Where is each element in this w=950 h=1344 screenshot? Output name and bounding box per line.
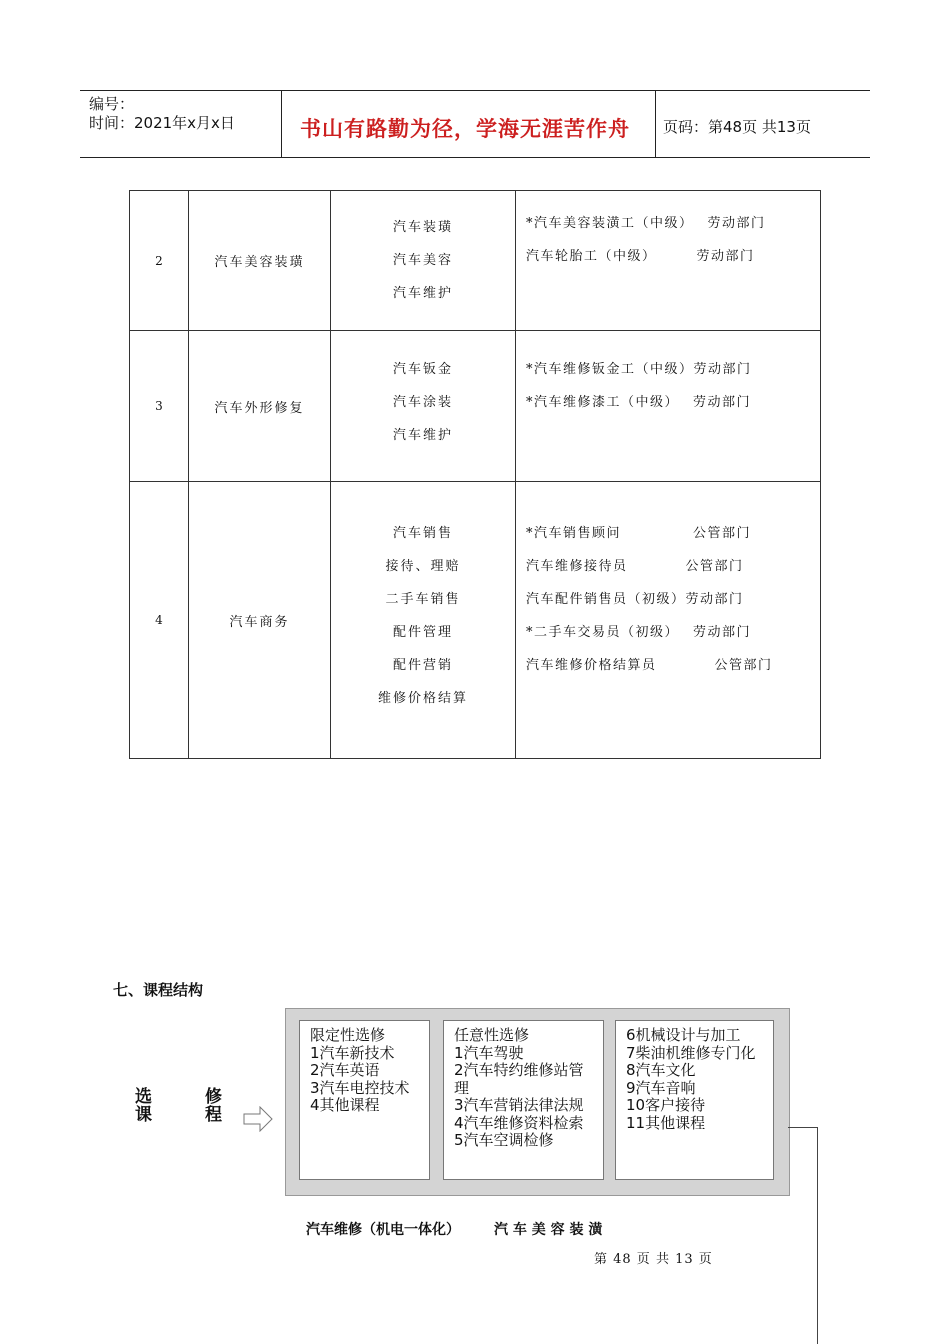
module-item: 汽车维护 [392, 428, 453, 443]
certificate-item: 汽车轮胎工（中级） 劳动部门 [526, 249, 755, 264]
module-item: 汽车美容 [392, 253, 453, 268]
course-item: 4其他课程 [310, 1096, 380, 1114]
header-divider-right [655, 90, 656, 158]
arrow-right-icon [243, 1106, 273, 1132]
certificate-item: 汽车配件销售员（初级） 劳动部门 [526, 592, 744, 607]
specialization-table [129, 190, 821, 759]
section-heading: 七、课程结构 [113, 981, 204, 999]
course-item: 6机械设计与加工 [626, 1026, 741, 1044]
label-ke: 课 [135, 1105, 152, 1125]
connector-horizontal [788, 1127, 818, 1128]
restricted-electives-box [299, 1020, 430, 1180]
certificate-item: 汽车维修价格结算员 公管部门 [526, 658, 773, 673]
module-item: 配件管理 [392, 625, 453, 640]
row-number: 4 [130, 482, 189, 759]
connector-vertical [817, 1127, 818, 1344]
row-direction-name: 汽车商务 [189, 482, 331, 759]
course-item: 1汽车新技术 [310, 1043, 395, 1062]
module-item: 汽车装璜 [392, 220, 453, 235]
table-row [130, 191, 821, 331]
row-modules [331, 482, 516, 759]
row-direction-name: 汽车外形修复 [189, 331, 331, 482]
module-item: 汽车维护 [392, 286, 453, 301]
module-item: 汽车涂装 [392, 395, 453, 410]
row-modules [331, 331, 516, 482]
row-certificates [516, 331, 821, 482]
row-number: 2 [130, 191, 189, 331]
module-item: 接待、理赔 [385, 559, 461, 574]
box-heading: 任意性选修 [454, 1026, 530, 1044]
course-item: 9汽车音响 [626, 1078, 696, 1097]
module-item: 汽车销售 [392, 526, 453, 541]
table-row [130, 482, 821, 759]
course-item: 2汽车英语 [310, 1061, 380, 1079]
document-number-label: 编号： [89, 95, 135, 113]
label-xiu: 修 [205, 1087, 222, 1107]
header-top-rule [80, 90, 870, 91]
box-heading: 限定性选修 [310, 1026, 386, 1044]
elective-courses-panel [285, 1008, 790, 1196]
table-row [130, 331, 821, 482]
course-item: 10客户接待 [626, 1096, 706, 1114]
course-item: 5汽车空调检修 [454, 1131, 554, 1149]
label-xuan: 选 [135, 1087, 152, 1107]
header-bottom-rule [80, 157, 870, 158]
course-item: 2汽车特约维修站管理 [454, 1061, 584, 1097]
course-item: 3汽车电控技术 [310, 1078, 410, 1097]
module-item: 汽车钣金 [392, 362, 453, 377]
track-label-mechatronics: 汽车维修（机电一体化） [306, 1222, 460, 1238]
module-item: 维修价格结算 [377, 691, 468, 706]
certificate-item: *汽车销售顾问 公管部门 [526, 526, 752, 541]
label-cheng: 程 [205, 1105, 222, 1125]
track-label-beauty: 汽 车 美 容 装 潢 [494, 1222, 603, 1238]
certificate-item: *汽车美容装潢工（中级） 劳动部门 [526, 216, 766, 231]
module-item: 二手车销售 [385, 592, 461, 607]
free-electives-continued-box [615, 1020, 774, 1180]
module-item: 配件营销 [392, 658, 453, 673]
certificate-item: *二手车交易员（初级） 劳动部门 [526, 625, 752, 640]
header-page-label: 页码：第48页 共13页 [663, 118, 811, 136]
row-direction-name: 汽车美容装璜 [189, 191, 331, 331]
course-item: 4汽车维修资料检索 [454, 1113, 584, 1132]
course-item: 1汽车驾驶 [454, 1043, 524, 1062]
certificate-item: *汽车维修漆工（中级） 劳动部门 [526, 395, 752, 410]
course-item: 11其他课程 [626, 1113, 706, 1132]
row-number: 3 [130, 331, 189, 482]
document-time-label: 时间：2021年x月x日 [89, 114, 235, 132]
certificate-item: *汽车维修钣金工（中级） 劳动部门 [526, 362, 752, 377]
free-electives-box [443, 1020, 604, 1180]
header-motto: 书山有路勤为径，学海无涯苦作舟 [300, 116, 630, 141]
header-divider-left [281, 90, 282, 158]
row-modules [331, 191, 516, 331]
course-item: 8汽车文化 [626, 1061, 696, 1079]
certificate-item: 汽车维修接待员 公管部门 [526, 559, 744, 574]
course-item: 3汽车营销法律法规 [454, 1096, 584, 1114]
row-certificates [516, 482, 821, 759]
course-item: 7柴油机维修专门化 [626, 1043, 756, 1062]
page-number-footer: 第 48 页 共 13 页 [594, 1252, 713, 1267]
row-certificates [516, 191, 821, 331]
